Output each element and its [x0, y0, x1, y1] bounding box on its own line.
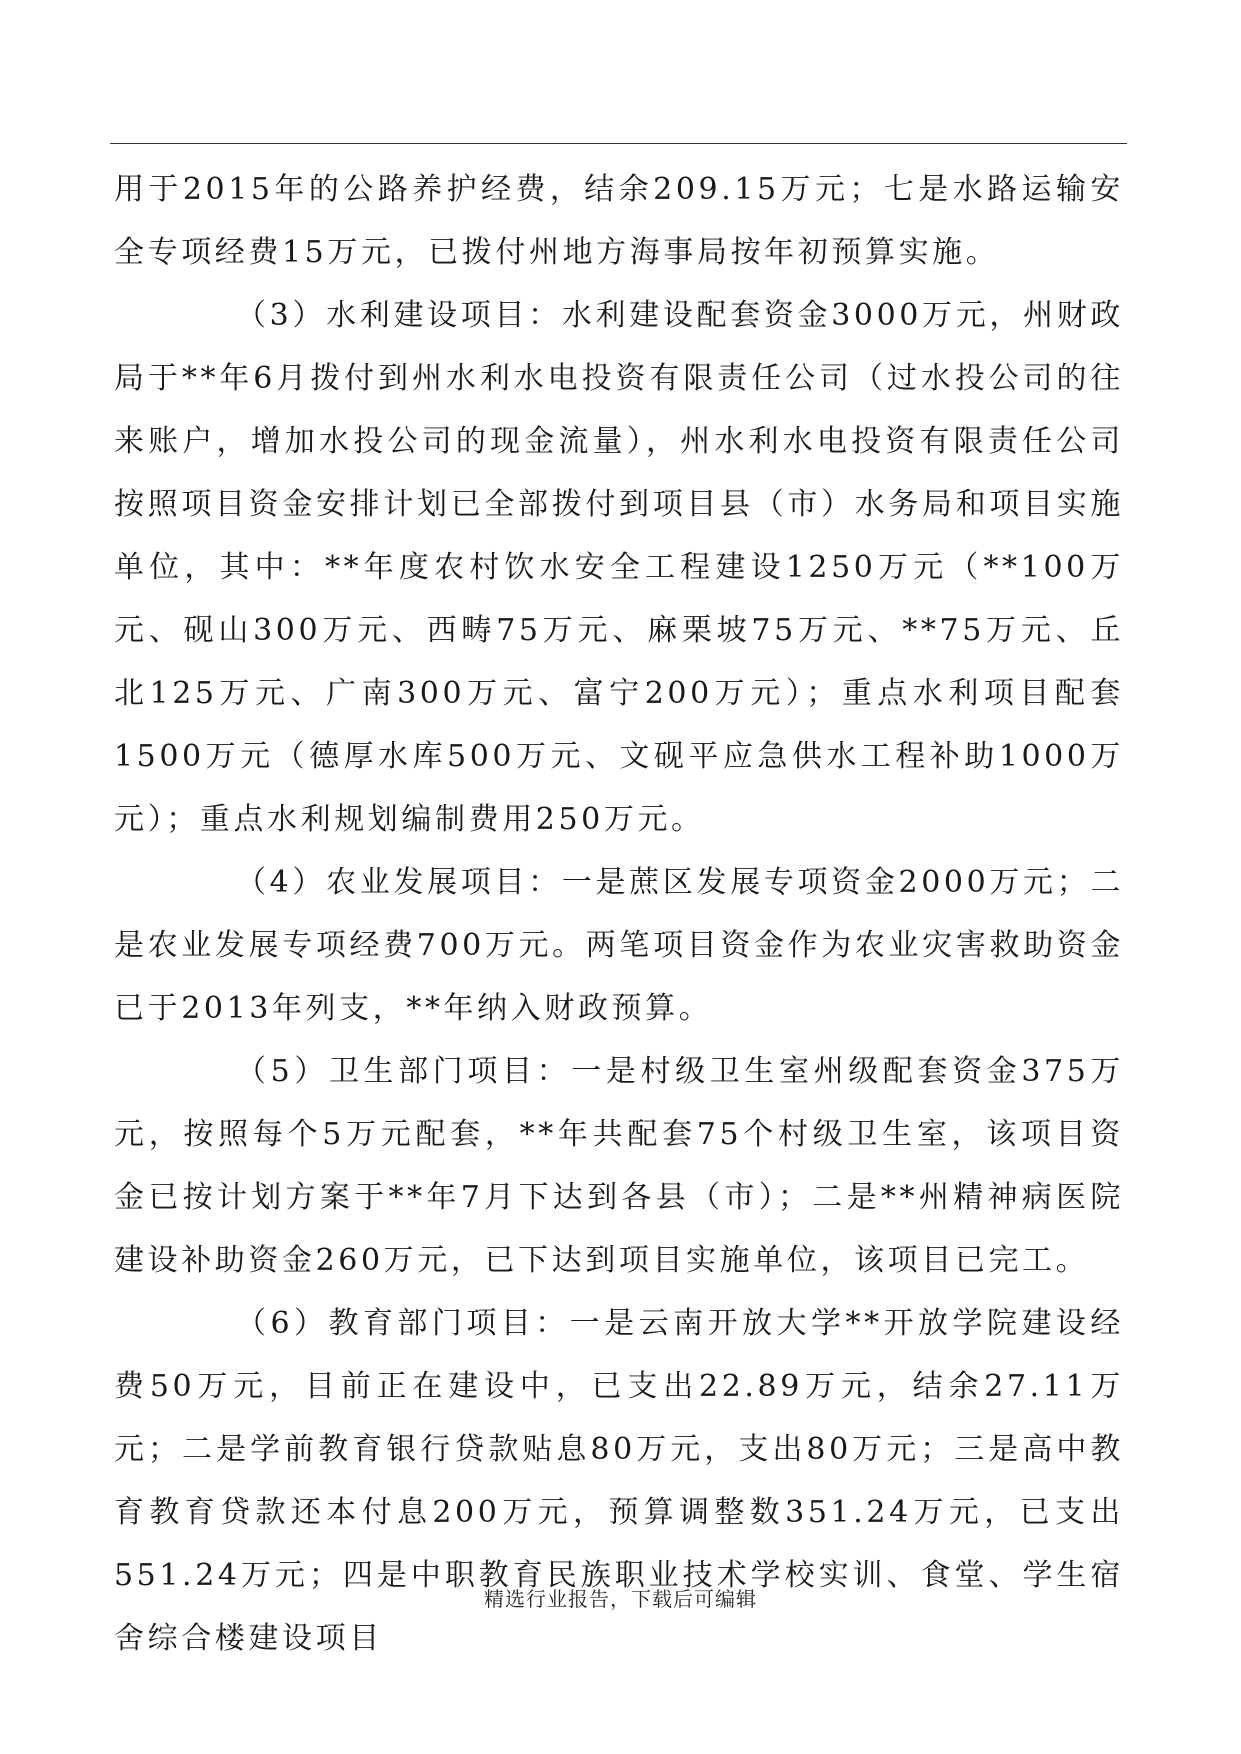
document-body	[114, 158, 1124, 1670]
header-rule	[110, 143, 1127, 144]
paragraph-continuation: 用于2015年的公路养护经费，结余209.15万元；七是水路运输安全专项经费15万元，已拨付州地方海事局按年初预算实施。	[114, 172, 1124, 270]
paragraph-health-projects: （5）卫生部门项目：一是村级卫生室州级配套资金375万元，按照每个5万元配套，**年共配套75个村级卫生室，该项目资金已按计划方案于**年7月下达到各县（市）；二是**州精神病医院建设补助资金260万元，已下达到项目实施单位，该项目已完工。	[114, 1054, 1124, 1278]
page-footer: 精选行业报告，下载后可编辑	[484, 1587, 757, 1611]
paragraph-education-projects: （6）教育部门项目：一是云南开放大学**开放学院建设经费50万元，目前正在建设中，已支出22.89万元，结余27.11万元；二是学前教育银行贷款贴息80万元，支出80万元；三是高中教育教育贷款还本付息200万元，预算调整数351.24万元，已支出551.24万元；四是中职教育民族职业技术学校实训、食堂、学生宿舍综合楼建设项目	[114, 1306, 1124, 1656]
paragraph-agriculture-projects: （4）农业发展项目：一是蔗区发展专项资金2000万元；二是农业发展专项经费700万元。两笔项目资金作为农业灾害救助资金已于2013年列支，**年纳入财政预算。	[114, 865, 1124, 1026]
paragraph-water-projects: （3）水利建设项目：水利建设配套资金3000万元，州财政局于**年6月拨付到州水利水电投资有限责任公司（过水投公司的往来账户，增加水投公司的现金流量），州水利水电投资有限责任公司按照项目资金安排计划已全部拨付到项目县（市）水务局和项目实施单位，其中：**年度农村饮水安全工程建设1250万元（**100万元、砚山300万元、西畴75万元、麻栗坡75万元、**75万元、丘北125万元、广南300万元、富宁200万元）；重点水利项目配套1500万元（德厚水库500万元、文砚平应急供水工程补助1000万元）；重点水利规划编制费用250万元。	[114, 298, 1124, 837]
